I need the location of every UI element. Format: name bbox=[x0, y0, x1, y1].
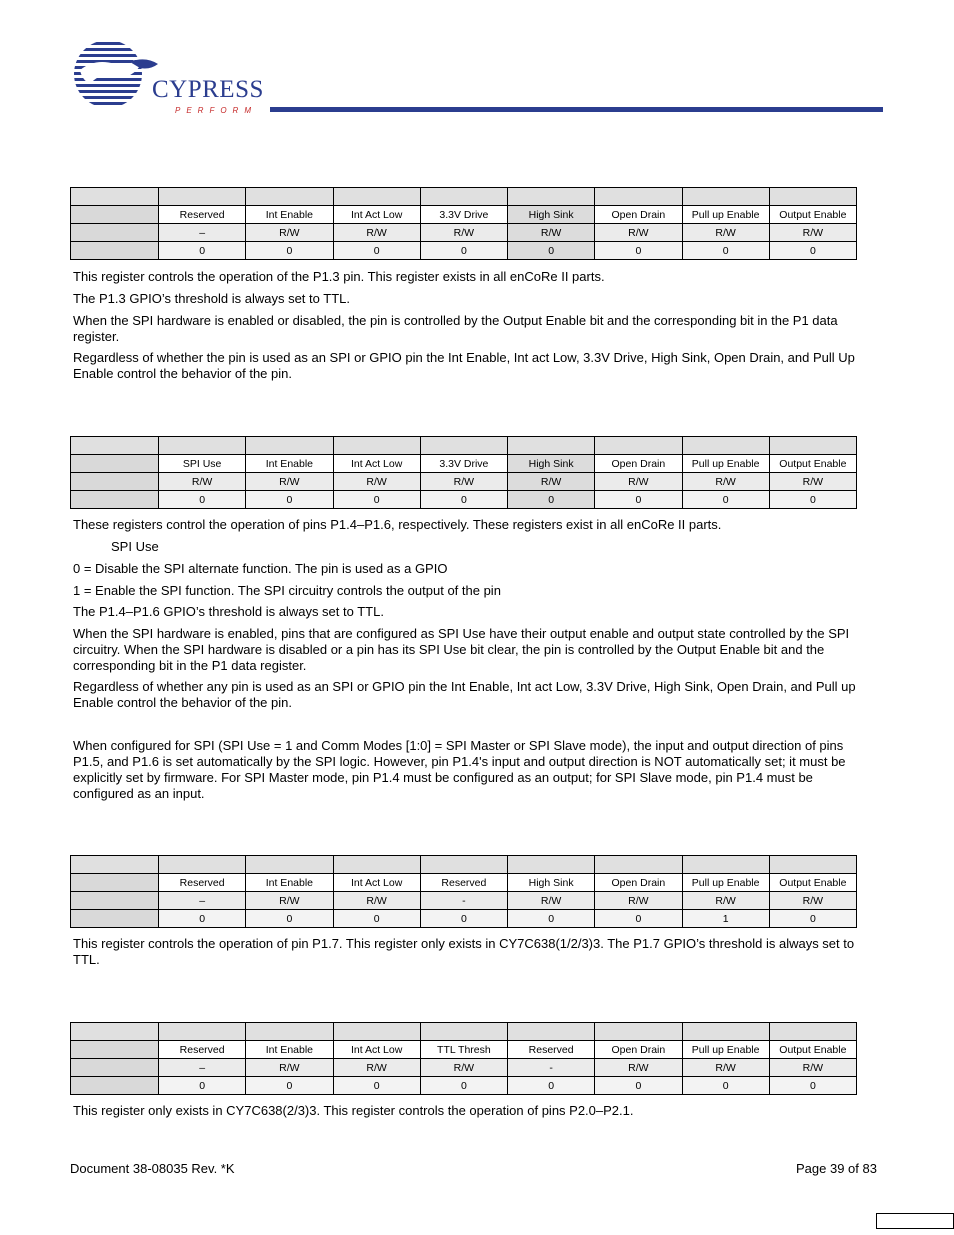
access-cell: R/W bbox=[420, 1059, 507, 1077]
paragraph: This register controls the operation of the P1.3 pin. This register exists in all enCoRe II parts. bbox=[73, 269, 605, 284]
default-cell: 0 bbox=[159, 491, 246, 509]
row-label-cell bbox=[71, 1077, 159, 1095]
row-label-cell bbox=[71, 455, 159, 473]
default-cell: 0 bbox=[682, 242, 769, 260]
bit-name-cell: Int Act Low bbox=[333, 874, 420, 892]
header-cell bbox=[333, 1023, 420, 1041]
access-cell: R/W bbox=[769, 1059, 856, 1077]
header-cell bbox=[769, 188, 856, 206]
bit-name-cell: Pull up Enable bbox=[682, 455, 769, 473]
bit-name-cell: High Sink bbox=[508, 455, 595, 473]
table-header-row bbox=[71, 437, 857, 455]
default-cell: 0 bbox=[159, 1077, 246, 1095]
bit-name-cell: TTL Thresh bbox=[420, 1041, 507, 1059]
row-label-cell bbox=[71, 910, 159, 928]
header-cell bbox=[682, 856, 769, 874]
register-table-p2 bbox=[70, 1022, 857, 1095]
bit-name-cell: High Sink bbox=[508, 874, 595, 892]
access-cell: R/W bbox=[246, 224, 333, 242]
header-cell bbox=[508, 856, 595, 874]
header-cell bbox=[595, 1023, 682, 1041]
default-cell: 0 bbox=[508, 242, 595, 260]
default-row bbox=[71, 1077, 857, 1095]
default-cell: 0 bbox=[420, 491, 507, 509]
header-cell bbox=[333, 856, 420, 874]
row-label-cell bbox=[71, 473, 159, 491]
header-cell bbox=[246, 856, 333, 874]
default-cell: 0 bbox=[246, 1077, 333, 1095]
row-label-cell bbox=[71, 1041, 159, 1059]
default-cell: 0 bbox=[159, 910, 246, 928]
bit-name-cell: 3.3V Drive bbox=[420, 455, 507, 473]
header-cell bbox=[682, 1023, 769, 1041]
default-cell: 0 bbox=[333, 242, 420, 260]
default-cell: 0 bbox=[159, 242, 246, 260]
paragraph: The P1.4–P1.6 GPIO’s threshold is always set to TTL. bbox=[73, 604, 384, 619]
bit-name-cell: Output Enable bbox=[769, 874, 856, 892]
bit-name-cell: Int Enable bbox=[246, 206, 333, 224]
table-header-row bbox=[71, 856, 857, 874]
logo-tagline: PERFORM bbox=[175, 106, 257, 115]
access-cell: R/W bbox=[333, 224, 420, 242]
access-cell: R/W bbox=[246, 892, 333, 910]
header-cell bbox=[420, 188, 507, 206]
header-cell bbox=[246, 188, 333, 206]
header-label-cell bbox=[71, 188, 159, 206]
access-cell: R/W bbox=[769, 473, 856, 491]
bit-name-cell: Pull up Enable bbox=[682, 1041, 769, 1059]
row-label-cell bbox=[71, 491, 159, 509]
bit-name-cell: Pull up Enable bbox=[682, 206, 769, 224]
header-cell bbox=[159, 856, 246, 874]
default-cell: 0 bbox=[682, 1077, 769, 1095]
header-cell bbox=[159, 188, 246, 206]
access-cell: R/W bbox=[595, 892, 682, 910]
spi-use-heading: SPI Use bbox=[111, 539, 159, 554]
row-label-cell bbox=[71, 892, 159, 910]
bit-name-row bbox=[71, 1041, 857, 1059]
access-cell: R/W bbox=[508, 892, 595, 910]
access-cell: R/W bbox=[246, 1059, 333, 1077]
row-label-cell bbox=[71, 242, 159, 260]
header-cell bbox=[508, 437, 595, 455]
paragraph: This register controls the operation of pin P1.7. This register only exists in CY7C638(1/2/3)3. The P1.7 GPIO’s threshold is always set to TTL. bbox=[73, 936, 855, 967]
header-cell bbox=[595, 437, 682, 455]
register-table-p14-p16 bbox=[70, 436, 857, 509]
document-number: Document 38-08035 Rev. *K bbox=[70, 1161, 235, 1176]
default-cell: 0 bbox=[246, 491, 333, 509]
bit-name-cell: Int Act Low bbox=[333, 455, 420, 473]
header-cell bbox=[420, 1023, 507, 1041]
access-cell: R/W bbox=[508, 224, 595, 242]
header-cell bbox=[769, 856, 856, 874]
access-row bbox=[71, 473, 857, 491]
default-cell: 0 bbox=[595, 491, 682, 509]
feedback-box[interactable] bbox=[876, 1213, 954, 1229]
default-cell: 0 bbox=[420, 910, 507, 928]
paragraph: When configured for SPI (SPI Use = 1 and Comm Modes [1:0] = SPI Master or SPI Slave mode), the input and output direction of pins P1.5, and P1.6 is set automatically by the SPI logic. However, pin P1.4's input and output direction is NOT automatically set; it must be explicitly set by firmware. For SPI Master mode, pin P1.4 must be configured as an output; for SPI Slave mode, pin P1.4 must be configured as an input. bbox=[73, 738, 846, 801]
default-cell: 0 bbox=[333, 1077, 420, 1095]
access-cell: R/W bbox=[508, 473, 595, 491]
default-cell: 0 bbox=[595, 910, 682, 928]
access-cell: R/W bbox=[682, 224, 769, 242]
default-cell: 0 bbox=[595, 1077, 682, 1095]
access-cell: R/W bbox=[333, 892, 420, 910]
access-cell: R/W bbox=[159, 473, 246, 491]
access-row bbox=[71, 224, 857, 242]
header-cell bbox=[595, 856, 682, 874]
header-label-cell bbox=[71, 1023, 159, 1041]
bit-name-row bbox=[71, 206, 857, 224]
header-cell bbox=[333, 188, 420, 206]
default-row bbox=[71, 910, 857, 928]
access-cell: R/W bbox=[333, 473, 420, 491]
access-cell: R/W bbox=[769, 892, 856, 910]
default-cell: 0 bbox=[769, 491, 856, 509]
default-row bbox=[71, 242, 857, 260]
header-cell bbox=[246, 437, 333, 455]
access-row bbox=[71, 892, 857, 910]
header-label-cell bbox=[71, 856, 159, 874]
access-cell: R/W bbox=[682, 892, 769, 910]
header-cell bbox=[682, 188, 769, 206]
header-rule bbox=[270, 107, 883, 112]
row-label-cell bbox=[71, 224, 159, 242]
access-cell: – bbox=[159, 224, 246, 242]
access-cell: R/W bbox=[682, 1059, 769, 1077]
bit-name-cell: Int Act Low bbox=[333, 206, 420, 224]
default-cell: 0 bbox=[769, 1077, 856, 1095]
bit-name-cell: Int Act Low bbox=[333, 1041, 420, 1059]
default-row bbox=[71, 491, 857, 509]
row-label-cell bbox=[71, 1059, 159, 1077]
access-cell: R/W bbox=[333, 1059, 420, 1077]
default-cell: 0 bbox=[769, 910, 856, 928]
access-cell: – bbox=[159, 892, 246, 910]
header-cell bbox=[420, 437, 507, 455]
access-cell: – bbox=[159, 1059, 246, 1077]
bit-name-cell: Output Enable bbox=[769, 206, 856, 224]
bit-name-cell: Reserved bbox=[159, 206, 246, 224]
bit-name-cell: Int Enable bbox=[246, 874, 333, 892]
header-cell bbox=[682, 437, 769, 455]
bit-name-cell: Reserved bbox=[508, 1041, 595, 1059]
default-cell: 0 bbox=[508, 491, 595, 509]
page-number: Page 39 of 83 bbox=[796, 1161, 877, 1176]
header-cell bbox=[246, 1023, 333, 1041]
bit-name-cell: Reserved bbox=[159, 874, 246, 892]
access-cell: - bbox=[420, 892, 507, 910]
bit-name-cell: Pull up Enable bbox=[682, 874, 769, 892]
access-cell: R/W bbox=[595, 473, 682, 491]
header-cell bbox=[595, 188, 682, 206]
paragraph: These registers control the operation of pins P1.4–P1.6, respectively. These registers exist in all enCoRe II parts. bbox=[73, 517, 722, 532]
table-header-row bbox=[71, 188, 857, 206]
table-header-row bbox=[71, 1023, 857, 1041]
default-cell: 0 bbox=[246, 242, 333, 260]
header-cell bbox=[333, 437, 420, 455]
access-cell: R/W bbox=[420, 224, 507, 242]
access-row bbox=[71, 1059, 857, 1077]
bit-name-cell: Open Drain bbox=[595, 874, 682, 892]
register-table-p13 bbox=[70, 187, 857, 260]
access-cell: R/W bbox=[682, 473, 769, 491]
bit-name-cell: Reserved bbox=[159, 1041, 246, 1059]
header-cell bbox=[508, 188, 595, 206]
paragraph: 0 = Disable the SPI alternate function. The pin is used as a GPIO bbox=[73, 561, 448, 576]
bit-name-cell: 3.3V Drive bbox=[420, 206, 507, 224]
access-cell: - bbox=[508, 1059, 595, 1077]
register-table-p17 bbox=[70, 855, 857, 928]
row-label-cell bbox=[71, 206, 159, 224]
bit-name-row bbox=[71, 455, 857, 473]
bit-name-cell: High Sink bbox=[508, 206, 595, 224]
header-cell bbox=[508, 1023, 595, 1041]
bit-name-cell: Reserved bbox=[420, 874, 507, 892]
header-cell bbox=[420, 856, 507, 874]
paragraph: When the SPI hardware is enabled or disabled, the pin is controlled by the Output Enable bit and the corresponding bit in the P1 data register. bbox=[73, 313, 838, 344]
access-cell: R/W bbox=[420, 473, 507, 491]
default-cell: 0 bbox=[682, 491, 769, 509]
paragraph: When the SPI hardware is enabled, pins that are configured as SPI Use have their output enable and output state controlled by the SPI circuitry. When the SPI hardware is disabled or a pin has its SPI Use bit clear, the pin is controlled by the Output Enable bit and the corresponding bit in the P1 data register. bbox=[73, 626, 850, 673]
default-cell: 0 bbox=[595, 242, 682, 260]
header-label-cell bbox=[71, 437, 159, 455]
default-cell: 0 bbox=[246, 910, 333, 928]
access-cell: R/W bbox=[769, 224, 856, 242]
paragraph: The P1.3 GPIO’s threshold is always set to TTL. bbox=[73, 291, 350, 306]
bit-name-row bbox=[71, 874, 857, 892]
paragraph: Regardless of whether any pin is used as an SPI or GPIO pin the Int Enable, Int act Low, 3.3V Drive, High Sink, Open Drain, and Pull up Enable control the behavior of the pin. bbox=[73, 679, 856, 710]
access-cell: R/W bbox=[595, 224, 682, 242]
bit-name-cell: Int Enable bbox=[246, 1041, 333, 1059]
bit-name-cell: SPI Use bbox=[159, 455, 246, 473]
bit-name-cell: Open Drain bbox=[595, 455, 682, 473]
access-cell: R/W bbox=[595, 1059, 682, 1077]
access-cell: R/W bbox=[246, 473, 333, 491]
paragraph: Regardless of whether the pin is used as an SPI or GPIO pin the Int Enable, Int act Low, 3.3V Drive, High Sink, Open Drain, and Pull Up Enable control the behavior of the pin. bbox=[73, 350, 855, 381]
header-cell bbox=[769, 437, 856, 455]
default-cell: 0 bbox=[333, 910, 420, 928]
header-cell bbox=[769, 1023, 856, 1041]
bit-name-cell: Open Drain bbox=[595, 1041, 682, 1059]
default-cell: 0 bbox=[333, 491, 420, 509]
bit-name-cell: Int Enable bbox=[246, 455, 333, 473]
default-cell: 0 bbox=[508, 1077, 595, 1095]
paragraph: 1 = Enable the SPI function. The SPI circuitry controls the output of the pin bbox=[73, 583, 501, 598]
default-cell: 0 bbox=[420, 242, 507, 260]
bit-name-cell: Open Drain bbox=[595, 206, 682, 224]
default-cell: 0 bbox=[420, 1077, 507, 1095]
default-cell: 0 bbox=[508, 910, 595, 928]
paragraph: This register only exists in CY7C638(2/3)3. This register controls the operation of pins P2.0–P2.1. bbox=[73, 1103, 634, 1118]
bit-name-cell: Output Enable bbox=[769, 455, 856, 473]
logo-wordmark: CYPRESS bbox=[152, 76, 264, 103]
bit-name-cell: Output Enable bbox=[769, 1041, 856, 1059]
row-label-cell bbox=[71, 874, 159, 892]
header-cell bbox=[159, 437, 246, 455]
default-cell: 0 bbox=[769, 242, 856, 260]
header-cell bbox=[159, 1023, 246, 1041]
default-cell: 1 bbox=[682, 910, 769, 928]
